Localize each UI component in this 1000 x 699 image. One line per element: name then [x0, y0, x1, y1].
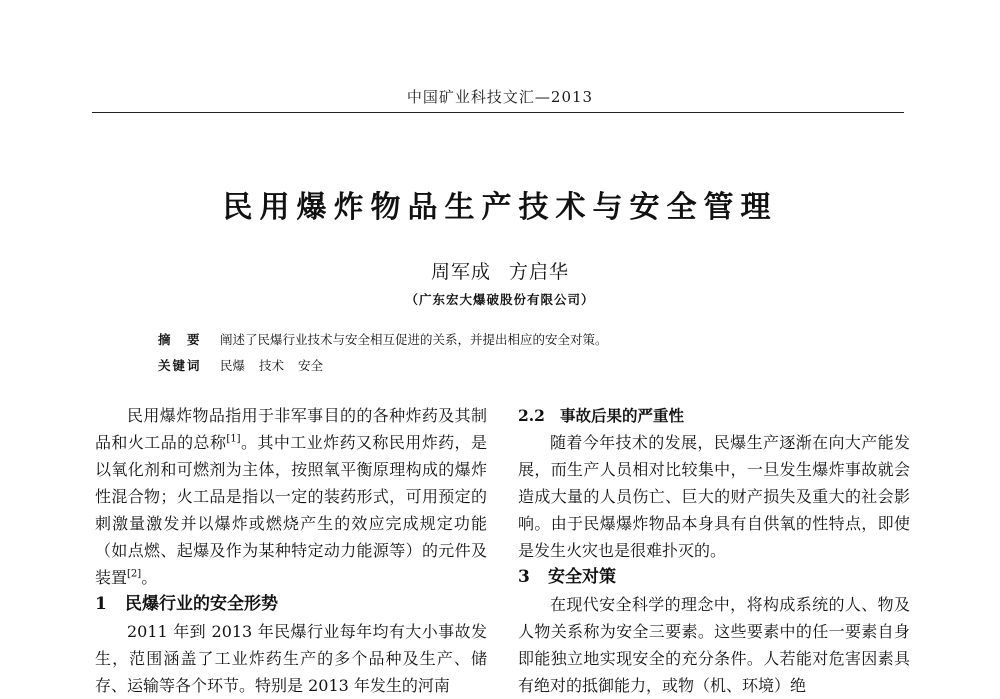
abstract-label: 摘 要 [158, 332, 202, 347]
left-column [95, 402, 487, 699]
author-1: 周军成 [430, 261, 491, 283]
section-3-number: 3 [518, 567, 530, 587]
keywords-label: 关键词 [158, 358, 202, 373]
running-header: 中国矿业科技文汇—2013 [406, 88, 594, 106]
keyword: 技术 [259, 358, 285, 373]
intro-paragraph [95, 402, 487, 591]
keyword: 安全 [298, 358, 324, 373]
section-3-title: 安全对策 [548, 567, 616, 587]
section-2-2-paragraph: 随着今年技术的发展，民爆生产逐渐在向大产能发展，而生产人员相对比较集中，一旦发生爆炸事故就会造成大量的人员伤亡、巨大的财产损失及重大的社会影响。由于民爆爆炸物品本身具有自供氧的性特点，即使是发生火灾也是很难扑灭的。 [518, 433, 910, 560]
abstract [158, 330, 608, 348]
authors [0, 257, 1000, 284]
keywords [158, 356, 337, 374]
citation-1[interactable]: [1] [226, 433, 241, 445]
header-rule [92, 112, 904, 113]
right-column [518, 402, 910, 699]
paper-title: 民用爆炸物品生产技术与安全管理 [222, 190, 778, 225]
section-1-title: 民爆行业的安全形势 [125, 594, 278, 614]
affiliation: （广东宏大爆破股份有限公司） [405, 292, 595, 307]
intro-text-2: 。其中工业炸药又称民用炸药，是以氧化剂和可燃剂为主体，按照氧平衡原理构成的爆炸性混合物；火工品是指以一定的装药形式，可用预定的刺激量激发并以爆炸或燃烧产生的效应完成规定功能（如点燃、起爆及作为某种特定动力能源等）的元件及装置 [95, 433, 487, 587]
intro-text-1: 民用爆炸物品指用于非军事目的的各种炸药及其制品和火工品的总称 [95, 406, 487, 452]
section-2-2-heading [518, 402, 910, 429]
section-3-heading [518, 564, 910, 591]
keyword: 民爆 [220, 358, 246, 373]
section-3-paragraph: 在现代安全科学的理念中，将构成系统的人、物及人物关系称为安全三要素。这些要素中的任一要素自身即能独立地实现安全的充分条件。人若能对危害因素具有绝对的抵御能力，或物（机、环境）绝 [518, 595, 910, 695]
section-1-paragraph: 2011 年到 2013 年民爆行业每年均有大小事故发生，范围涵盖了工业炸药生产的多个品种及生产、储存、运输等各个环节。特别是 2013 年发生的河南 [95, 622, 487, 695]
intro-text-3: 。 [141, 568, 158, 587]
abstract-text: 阐述了民爆行业技术与安全相互促进的关系，并提出相应的安全对策。 [220, 332, 608, 347]
citation-2[interactable]: [2] [127, 568, 142, 580]
section-2-2-title: 事故后果的严重性 [560, 406, 685, 425]
section-1-heading [95, 591, 487, 618]
section-1-number: 1 [95, 594, 107, 614]
author-2: 方启华 [509, 261, 570, 283]
section-2-2-number: 2.2 [518, 406, 545, 425]
